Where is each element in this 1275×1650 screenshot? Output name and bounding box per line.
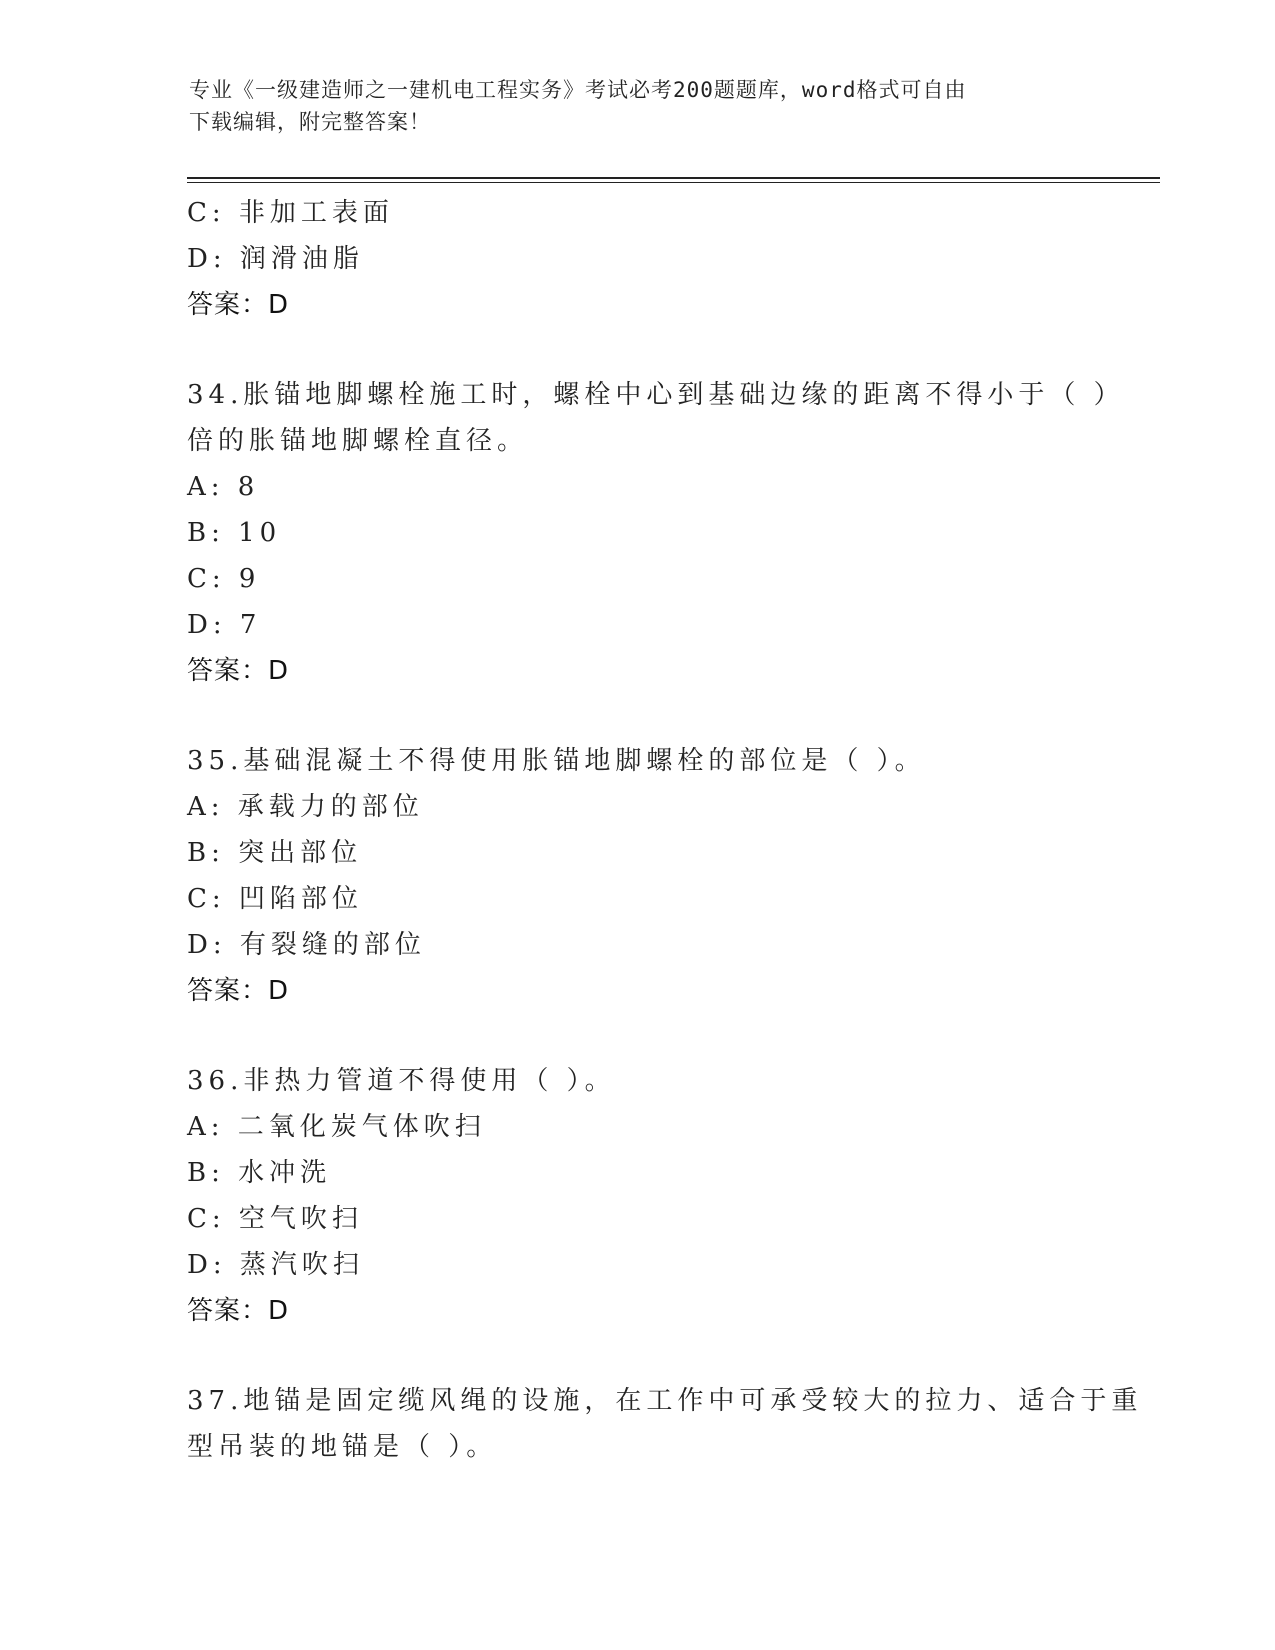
question-35	[187, 738, 1087, 1014]
document-header	[189, 74, 1089, 138]
answer-line: 答案：D	[187, 976, 290, 1006]
spacer	[187, 1334, 1087, 1378]
option-b: B: 突出部位	[187, 838, 363, 868]
question-stem: 35.基础混凝土不得使用胀锚地脚螺栓的部位是（ ）。	[187, 746, 926, 776]
option-a: A: 二氧化炭气体吹扫	[187, 1112, 486, 1142]
question-34	[187, 372, 1125, 694]
question-33	[187, 190, 1087, 328]
option-a: A: 承载力的部位	[187, 792, 424, 822]
header-line-1: 专业《一级建造师之一建机电工程实务》考试必考200题题库，word格式可自由	[189, 78, 967, 102]
option-d: D: 蒸汽吹扫	[187, 1250, 364, 1280]
answer-line: 答案：D	[187, 1296, 290, 1326]
option-c: C: 凹陷部位	[187, 884, 363, 914]
spacer	[187, 1014, 1087, 1058]
option-d: D: 7	[187, 610, 262, 640]
option-a: A: 8	[187, 472, 260, 502]
option-c: C: 非加工表面	[187, 198, 394, 228]
header-line-2: 下载编辑，附完整答案！	[189, 110, 431, 134]
option-b: B: 水冲洗	[187, 1158, 332, 1188]
header-divider-thin	[187, 182, 1160, 183]
answer-line: 答案：D	[187, 656, 290, 686]
question-stem-line-1: 37.地锚是固定缆风绳的设施，在工作中可承受较大的拉力、适合于重	[187, 1386, 1143, 1416]
option-c: C: 9	[187, 564, 261, 594]
answer-line: 答案：D	[187, 290, 290, 320]
option-b: B: 10	[187, 518, 282, 548]
option-d: D: 润滑油脂	[187, 244, 364, 274]
question-stem-line-2: 倍的胀锚地脚螺栓直径。	[187, 426, 529, 456]
option-c: C: 空气吹扫	[187, 1204, 363, 1234]
question-37	[187, 1378, 1143, 1470]
question-stem-line-2: 型吊装的地锚是（ ）。	[187, 1432, 498, 1462]
option-d: D: 有裂缝的部位	[187, 930, 426, 960]
spacer	[187, 328, 1087, 372]
header-divider-thick	[187, 177, 1160, 179]
question-stem-line-1: 34.胀锚地脚螺栓施工时，螺栓中心到基础边缘的距离不得小于（ ）	[187, 380, 1125, 410]
question-stem: 36.非热力管道不得使用（ ）。	[187, 1066, 616, 1096]
spacer	[187, 694, 1087, 738]
question-36	[187, 1058, 1087, 1334]
question-content	[187, 190, 1143, 1470]
